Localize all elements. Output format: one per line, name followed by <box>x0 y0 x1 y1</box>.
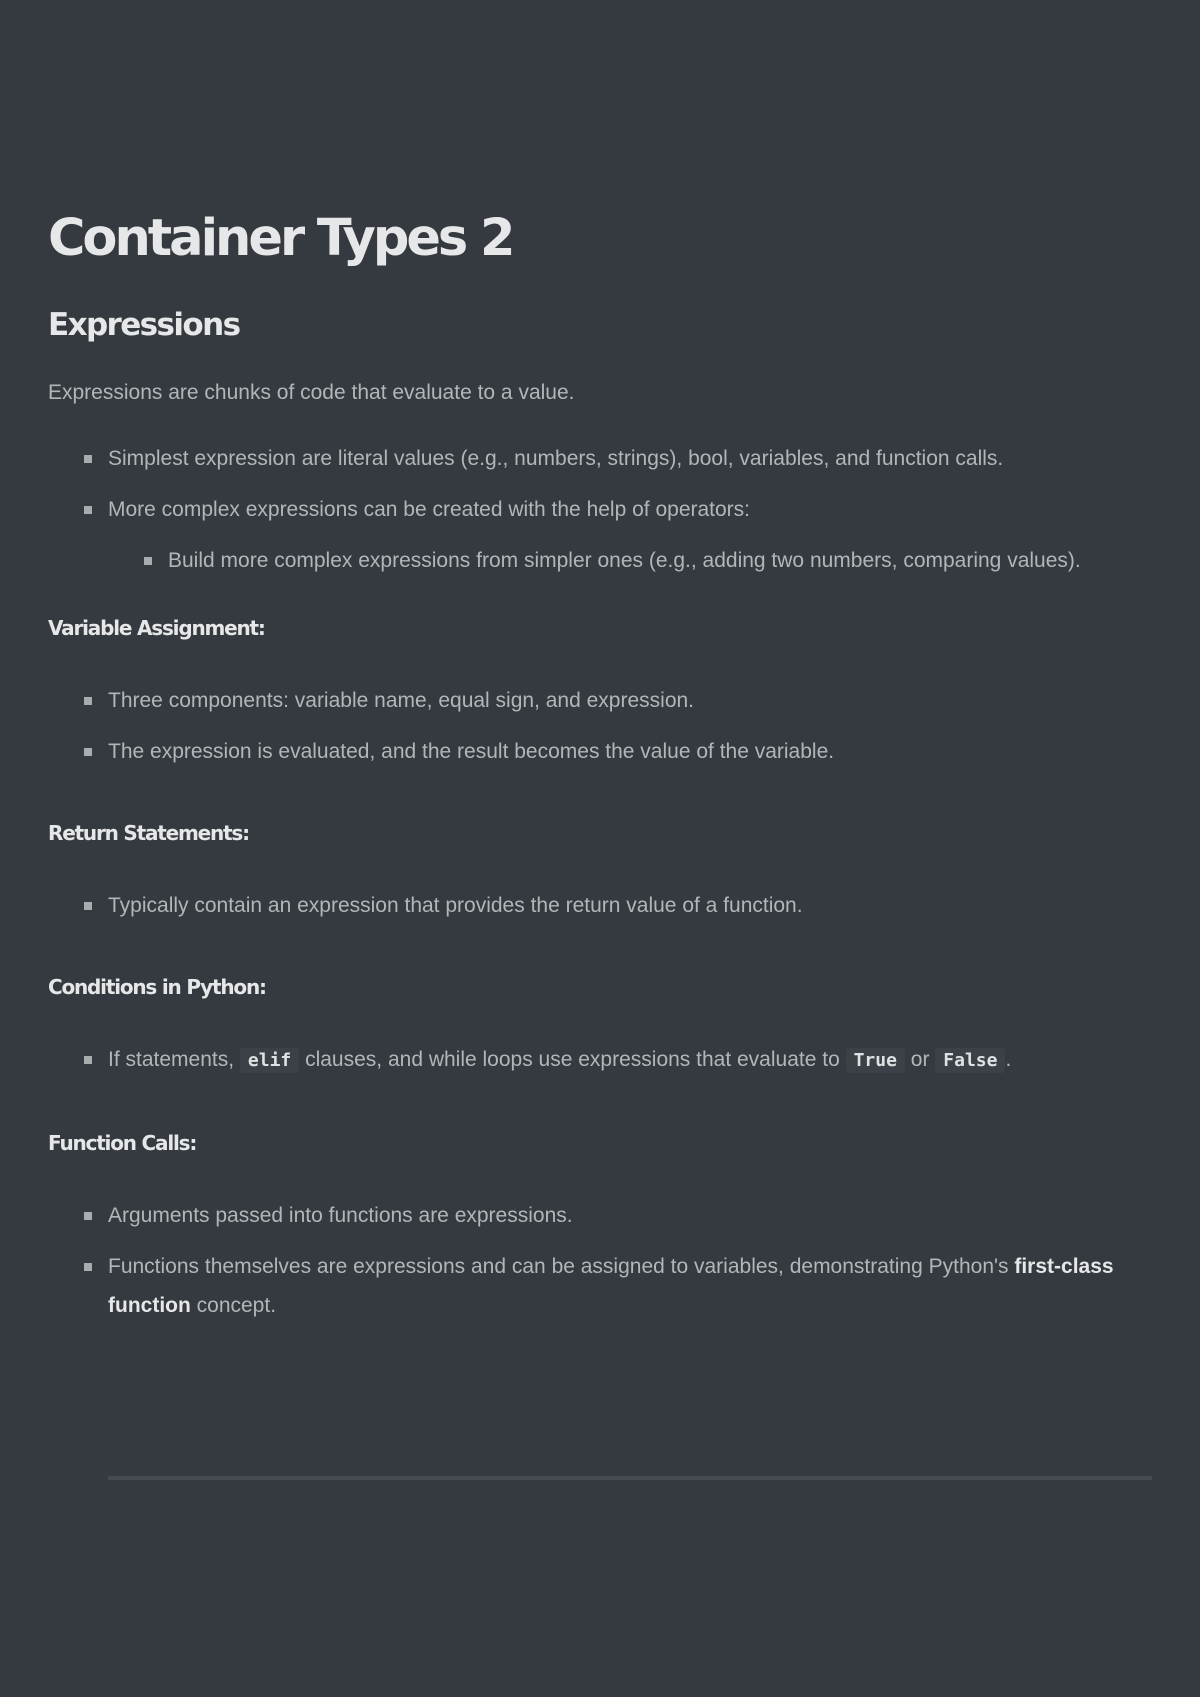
inline-code-true: True <box>846 1048 905 1073</box>
section-heading-expressions: Expressions <box>48 307 240 343</box>
list-item-text: or <box>904 1048 936 1071</box>
list-item-text: If statements, <box>108 1048 240 1071</box>
list-item <box>48 1040 1152 1080</box>
intro-paragraph: Expressions are chunks of code that evaluate to a value. <box>48 381 575 404</box>
list-item-text: Simplest expression are literal values (e.g., numbers, strings), bool, variables, and function calls. <box>108 447 1004 470</box>
square-bullet-icon <box>84 697 92 705</box>
function-calls-list <box>48 1196 1152 1325</box>
list-item-text: . <box>1005 1048 1012 1071</box>
list-item <box>48 886 1152 925</box>
emphasis-first-class-function: first-class function <box>108 1255 1114 1317</box>
list-item <box>48 732 1152 771</box>
expressions-list <box>48 439 1152 580</box>
horizontal-divider <box>108 1476 1152 1480</box>
document-content <box>48 208 1152 1325</box>
conditions-list <box>48 1040 1152 1080</box>
page-title: Container Types 2 <box>48 209 513 268</box>
list-item <box>48 1247 1152 1325</box>
square-bullet-icon <box>84 1212 92 1220</box>
operators-sublist <box>108 541 1152 580</box>
list-item-text: Three components: variable name, equal sign, and expression. <box>108 689 695 712</box>
list-item <box>48 681 1152 720</box>
list-item-text: clauses, and while loops use expressions that evaluate to <box>299 1048 846 1071</box>
list-item-text: Functions themselves are expressions and can be assigned to variables, demonstrating Python's <box>108 1255 1015 1278</box>
list-item-text: More complex expressions can be created with the help of operators: <box>108 498 751 521</box>
square-bullet-icon <box>84 455 92 463</box>
square-bullet-icon <box>84 1056 92 1064</box>
list-item-text: concept. <box>190 1294 277 1317</box>
list-item <box>48 439 1152 478</box>
square-bullet-icon <box>84 902 92 910</box>
return-statements-list <box>48 886 1152 925</box>
list-item <box>48 490 1152 580</box>
square-bullet-icon <box>84 748 92 756</box>
heading-conditions: Conditions in Python: <box>48 975 266 999</box>
variable-assignment-list <box>48 681 1152 771</box>
heading-return-statements: Return Statements: <box>48 821 249 845</box>
heading-variable-assignment: Variable Assignment: <box>48 616 265 640</box>
list-item <box>48 1196 1152 1235</box>
list-item-text: Build more complex expressions from simpler ones (e.g., adding two numbers, comparing values). <box>168 549 1081 572</box>
list-item-text: Arguments passed into functions are expressions. <box>108 1204 573 1227</box>
list-item-text: Typically contain an expression that provides the return value of a function. <box>108 894 803 917</box>
square-bullet-icon <box>84 1263 92 1271</box>
square-bullet-icon <box>84 506 92 514</box>
list-item-text: The expression is evaluated, and the result becomes the value of the variable. <box>108 740 835 763</box>
square-bullet-icon <box>144 557 152 565</box>
inline-code-false: False <box>935 1048 1005 1073</box>
heading-function-calls: Function Calls: <box>48 1131 197 1155</box>
list-item <box>108 541 1152 580</box>
inline-code-elif: elif <box>240 1048 299 1073</box>
